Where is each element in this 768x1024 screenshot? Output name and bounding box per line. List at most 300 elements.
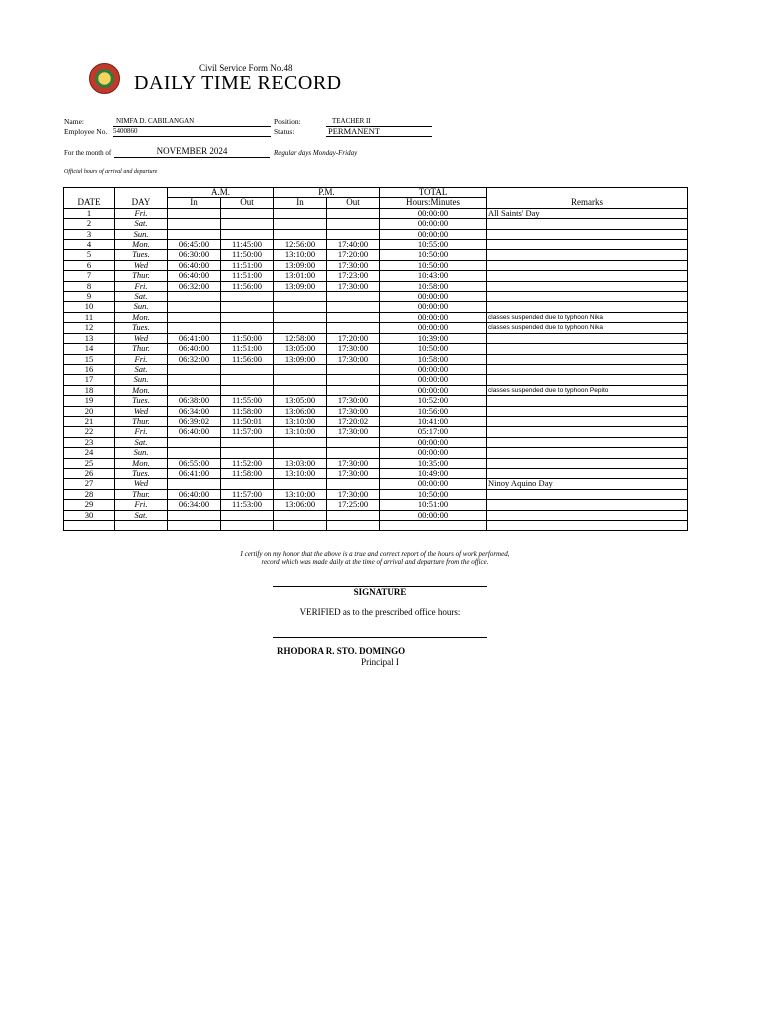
pm-in-cell	[274, 208, 327, 218]
am-out-cell	[221, 302, 274, 312]
group-blank-day	[115, 188, 168, 198]
table-row	[64, 354, 688, 364]
pm-in-cell	[274, 312, 327, 322]
day-cell: Fri.	[115, 427, 168, 437]
total-cell: 00:00:00	[380, 229, 487, 239]
pm-out-cell	[327, 521, 380, 531]
position-value: TEACHER II	[332, 117, 371, 125]
am-in-cell	[168, 510, 221, 520]
remarks-cell: classes suspended due to typhoon Nika	[487, 312, 688, 322]
col-pm-out: Out	[327, 198, 380, 208]
total-cell: 10:43:00	[380, 271, 487, 281]
pm-out-cell: 17:30:00	[327, 396, 380, 406]
am-out-cell: 11:55:00	[221, 396, 274, 406]
month-field	[114, 146, 270, 158]
am-in-cell	[168, 302, 221, 312]
table-row	[64, 416, 688, 426]
regular-days-note: Regular days Monday-Friday	[274, 149, 358, 157]
am-in-cell: 06:40:00	[168, 260, 221, 270]
am-out-cell: 11:58:00	[221, 406, 274, 416]
table-row	[64, 489, 688, 499]
remarks-cell	[487, 448, 688, 458]
day-cell: Tues.	[115, 396, 168, 406]
pm-out-cell: 17:40:00	[327, 240, 380, 250]
am-out-cell: 11:51:00	[221, 344, 274, 354]
date-cell: 2	[64, 219, 115, 229]
am-in-cell	[168, 323, 221, 333]
table-row	[64, 385, 688, 395]
date-cell: 30	[64, 510, 115, 520]
date-cell: 11	[64, 312, 115, 322]
official-hours-note: Official hours of arrival and departure	[64, 169, 158, 175]
date-cell: 17	[64, 375, 115, 385]
pm-out-cell: 17:30:00	[327, 354, 380, 364]
total-cell: 10:51:00	[380, 500, 487, 510]
am-in-cell: 06:38:00	[168, 396, 221, 406]
total-cell: 05:17:00	[380, 427, 487, 437]
table-row	[64, 479, 688, 489]
am-in-cell: 06:32:00	[168, 281, 221, 291]
total-cell: 10:35:00	[380, 458, 487, 468]
am-out-cell	[221, 375, 274, 385]
table-row	[64, 344, 688, 354]
day-cell: Mon.	[115, 385, 168, 395]
remarks-cell	[487, 489, 688, 499]
table-row	[64, 292, 688, 302]
page-title: DAILY TIME RECORD	[134, 72, 342, 94]
am-in-cell: 06:55:00	[168, 458, 221, 468]
pm-out-cell	[327, 208, 380, 218]
am-in-cell	[168, 219, 221, 229]
total-cell: 00:00:00	[380, 323, 487, 333]
pm-out-cell	[327, 323, 380, 333]
col-remarks: Remarks	[487, 198, 688, 208]
table-row	[64, 437, 688, 447]
date-cell: 28	[64, 489, 115, 499]
day-cell: Sat.	[115, 219, 168, 229]
remarks-cell	[487, 364, 688, 374]
date-cell: 22	[64, 427, 115, 437]
remarks-cell	[487, 292, 688, 302]
date-cell: 4	[64, 240, 115, 250]
am-out-cell: 11:53:00	[221, 500, 274, 510]
principal-title: Principal I	[361, 657, 399, 667]
date-cell: 6	[64, 260, 115, 270]
pm-in-cell: 13:09:00	[274, 281, 327, 291]
pm-in-cell: 13:10:00	[274, 489, 327, 499]
total-cell: 00:00:00	[380, 208, 487, 218]
pm-out-cell: 17:20:00	[327, 250, 380, 260]
remarks-cell	[487, 375, 688, 385]
col-hours: Hours:Minutes	[380, 198, 487, 208]
am-out-cell	[221, 437, 274, 447]
date-cell: 19	[64, 396, 115, 406]
pm-in-cell	[274, 479, 327, 489]
pm-in-cell	[274, 437, 327, 447]
am-in-cell	[168, 364, 221, 374]
day-cell: Thur.	[115, 416, 168, 426]
certification-text	[0, 550, 750, 566]
total-cell: 10:49:00	[380, 468, 487, 478]
pm-in-cell: 13:10:00	[274, 468, 327, 478]
remarks-cell	[487, 281, 688, 291]
col-am-in: In	[168, 198, 221, 208]
pm-in-cell: 13:09:00	[274, 354, 327, 364]
form-number: Civil Service Form No.48	[199, 63, 293, 73]
total-cell: 10:41:00	[380, 416, 487, 426]
status-label: Status:	[274, 127, 295, 136]
total-cell: 10:50:00	[380, 260, 487, 270]
day-cell: Tues.	[115, 250, 168, 260]
day-cell: Wed	[115, 333, 168, 343]
remarks-cell	[487, 521, 688, 531]
cert-line-2: record which was made daily at the time of arrival and departure from the office.	[261, 558, 489, 566]
day-cell: Sat.	[115, 364, 168, 374]
am-in-cell: 06:40:00	[168, 344, 221, 354]
signature-label: SIGNATURE	[353, 587, 407, 597]
total-cell: 00:00:00	[380, 302, 487, 312]
pm-out-cell	[327, 479, 380, 489]
am-in-cell: 06:40:00	[168, 427, 221, 437]
pm-in-cell: 12:58:00	[274, 333, 327, 343]
date-cell: 9	[64, 292, 115, 302]
am-out-cell: 11:56:00	[221, 281, 274, 291]
am-in-cell	[168, 448, 221, 458]
remarks-cell	[487, 500, 688, 510]
day-cell: Sun.	[115, 448, 168, 458]
am-out-cell	[221, 323, 274, 333]
pm-in-cell	[274, 219, 327, 229]
am-out-cell	[221, 479, 274, 489]
am-in-cell: 06:34:00	[168, 406, 221, 416]
pm-out-cell: 17:20:02	[327, 416, 380, 426]
remarks-cell	[487, 416, 688, 426]
am-out-cell: 11:50:01	[221, 416, 274, 426]
remarks-cell: All Saints' Day	[487, 208, 688, 218]
am-out-cell: 11:51:00	[221, 271, 274, 281]
remarks-cell: classes suspended due to typhoon Nika	[487, 323, 688, 333]
day-cell: Mon.	[115, 240, 168, 250]
table-row	[64, 458, 688, 468]
day-cell: Tues.	[115, 323, 168, 333]
table-row	[64, 406, 688, 416]
am-in-cell	[168, 479, 221, 489]
date-cell: 7	[64, 271, 115, 281]
pm-in-cell: 13:06:00	[274, 406, 327, 416]
total-cell: 10:50:00	[380, 489, 487, 499]
total-cell: 10:58:00	[380, 281, 487, 291]
pm-out-cell: 17:30:00	[327, 344, 380, 354]
day-cell: Tues.	[115, 468, 168, 478]
pm-in-cell	[274, 292, 327, 302]
pm-out-cell: 17:30:00	[327, 406, 380, 416]
total-cell: 00:00:00	[380, 510, 487, 520]
remarks-cell	[487, 344, 688, 354]
employee-value: 5400860	[113, 127, 138, 135]
remarks-cell	[487, 302, 688, 312]
pm-out-cell	[327, 302, 380, 312]
pm-out-cell: 17:25:00	[327, 500, 380, 510]
table-row	[64, 323, 688, 333]
pm-in-cell: 13:05:00	[274, 396, 327, 406]
remarks-cell	[487, 510, 688, 520]
pm-in-cell	[274, 364, 327, 374]
am-out-cell: 11:50:00	[221, 250, 274, 260]
day-cell: Sun.	[115, 229, 168, 239]
date-cell: 26	[64, 468, 115, 478]
remarks-cell	[487, 333, 688, 343]
am-out-cell: 11:52:00	[221, 458, 274, 468]
day-cell: Wed	[115, 479, 168, 489]
table-row	[64, 510, 688, 520]
pm-in-cell: 13:10:00	[274, 427, 327, 437]
am-in-cell: 06:34:00	[168, 500, 221, 510]
pm-in-cell	[274, 323, 327, 333]
date-cell: 21	[64, 416, 115, 426]
table-row	[64, 364, 688, 374]
col-pm-in: In	[274, 198, 327, 208]
pm-in-cell: 13:10:00	[274, 416, 327, 426]
pm-out-cell: 17:20:00	[327, 333, 380, 343]
pm-in-cell	[274, 229, 327, 239]
school-seal-icon	[89, 63, 120, 94]
principal-signature-line	[273, 637, 487, 638]
date-cell: 18	[64, 385, 115, 395]
group-pm: P.M.	[274, 188, 380, 198]
pm-in-cell: 13:06:00	[274, 500, 327, 510]
pm-out-cell: 17:30:00	[327, 489, 380, 499]
pm-in-cell	[274, 302, 327, 312]
table-row	[64, 427, 688, 437]
total-cell: 00:00:00	[380, 375, 487, 385]
pm-out-cell: 17:30:00	[327, 468, 380, 478]
group-blank-remarks	[487, 188, 688, 198]
total-cell: 00:00:00	[380, 479, 487, 489]
remarks-cell	[487, 250, 688, 260]
table-row	[64, 333, 688, 343]
am-out-cell	[221, 521, 274, 531]
table-row	[64, 302, 688, 312]
day-cell: Fri.	[115, 208, 168, 218]
am-in-cell: 06:39:02	[168, 416, 221, 426]
remarks-cell	[487, 396, 688, 406]
name-field	[113, 117, 271, 127]
am-in-cell	[168, 292, 221, 302]
total-cell: 00:00:00	[380, 312, 487, 322]
day-cell: Mon.	[115, 458, 168, 468]
am-out-cell: 11:57:00	[221, 427, 274, 437]
pm-out-cell	[327, 375, 380, 385]
am-in-cell	[168, 437, 221, 447]
date-cell: 20	[64, 406, 115, 416]
pm-out-cell	[327, 292, 380, 302]
pm-out-cell	[327, 312, 380, 322]
remarks-cell	[487, 260, 688, 270]
group-blank-date	[64, 188, 115, 198]
cert-line-1: I certify on my honor that the above is a true and correct report of the hours of work performed,	[240, 550, 510, 558]
pm-out-cell	[327, 437, 380, 447]
pm-in-cell: 13:01:00	[274, 271, 327, 281]
total-cell: 00:00:00	[380, 364, 487, 374]
remarks-cell	[487, 437, 688, 447]
date-cell: 24	[64, 448, 115, 458]
am-out-cell: 11:57:00	[221, 489, 274, 499]
total-cell: 00:00:00	[380, 448, 487, 458]
table-row	[64, 468, 688, 478]
pm-in-cell	[274, 521, 327, 531]
total-cell: 10:39:00	[380, 333, 487, 343]
am-in-cell: 06:30:00	[168, 250, 221, 260]
remarks-cell	[487, 458, 688, 468]
date-cell: 27	[64, 479, 115, 489]
pm-in-cell: 13:10:00	[274, 250, 327, 260]
pm-out-cell	[327, 448, 380, 458]
status-value: PERMANENT	[328, 126, 380, 136]
date-cell: 5	[64, 250, 115, 260]
am-in-cell: 06:41:00	[168, 333, 221, 343]
am-in-cell	[168, 312, 221, 322]
col-am-out: Out	[221, 198, 274, 208]
am-out-cell: 11:51:00	[221, 260, 274, 270]
am-out-cell	[221, 292, 274, 302]
table-group-header	[64, 188, 688, 198]
date-cell: 8	[64, 281, 115, 291]
total-cell: 10:52:00	[380, 396, 487, 406]
table-row	[64, 208, 688, 218]
day-cell: Fri.	[115, 500, 168, 510]
pm-out-cell	[327, 229, 380, 239]
date-cell: 25	[64, 458, 115, 468]
total-cell	[380, 521, 487, 531]
table-row	[64, 250, 688, 260]
am-out-cell: 11:58:00	[221, 468, 274, 478]
date-cell: 12	[64, 323, 115, 333]
total-cell: 10:50:00	[380, 344, 487, 354]
total-cell: 10:56:00	[380, 406, 487, 416]
remarks-cell	[487, 468, 688, 478]
am-in-cell	[168, 521, 221, 531]
table-column-header	[64, 198, 688, 208]
status-field	[326, 126, 432, 137]
pm-out-cell	[327, 385, 380, 395]
date-cell: 14	[64, 344, 115, 354]
day-cell: Fri.	[115, 281, 168, 291]
day-cell: Sat.	[115, 510, 168, 520]
pm-out-cell	[327, 510, 380, 520]
date-cell: 23	[64, 437, 115, 447]
name-label: Name:	[64, 117, 84, 126]
date-cell: 13	[64, 333, 115, 343]
day-cell: Fri.	[115, 354, 168, 364]
month-value: NOVEMBER 2024	[156, 146, 228, 156]
day-cell: Thur.	[115, 489, 168, 499]
table-row	[64, 396, 688, 406]
total-cell: 10:50:00	[380, 250, 487, 260]
table-row	[64, 312, 688, 322]
pm-out-cell: 17:30:00	[327, 260, 380, 270]
am-out-cell	[221, 364, 274, 374]
table-row	[64, 240, 688, 250]
am-in-cell: 06:32:00	[168, 354, 221, 364]
col-date: DATE	[64, 198, 115, 208]
pm-out-cell: 17:23:00	[327, 271, 380, 281]
table-row	[64, 521, 688, 531]
principal-name: RHODORA R. STO. DOMINGO	[277, 646, 406, 656]
day-cell: Wed	[115, 260, 168, 270]
table-row	[64, 375, 688, 385]
am-in-cell	[168, 375, 221, 385]
pm-in-cell	[274, 510, 327, 520]
day-cell: Sun.	[115, 375, 168, 385]
pm-in-cell	[274, 385, 327, 395]
position-label: Position:	[274, 117, 301, 126]
total-cell: 10:58:00	[380, 354, 487, 364]
pm-out-cell	[327, 219, 380, 229]
am-in-cell: 06:40:00	[168, 271, 221, 281]
table-row	[64, 271, 688, 281]
remarks-cell	[487, 219, 688, 229]
am-in-cell	[168, 208, 221, 218]
am-out-cell	[221, 219, 274, 229]
employee-label: Employee No.	[64, 127, 108, 136]
remarks-cell: classes suspended due to typhoon Pepito	[487, 385, 688, 395]
pm-in-cell	[274, 448, 327, 458]
pm-in-cell: 13:03:00	[274, 458, 327, 468]
pm-in-cell	[274, 375, 327, 385]
am-in-cell: 06:40:00	[168, 489, 221, 499]
verified-text: VERIFIED as to the prescribed office hours:	[299, 607, 461, 617]
day-cell: Thur.	[115, 271, 168, 281]
total-cell: 00:00:00	[380, 219, 487, 229]
remarks-cell: Ninoy Aquino Day	[487, 479, 688, 489]
am-out-cell: 11:50:00	[221, 333, 274, 343]
total-cell: 00:00:00	[380, 385, 487, 395]
pm-in-cell: 13:05:00	[274, 344, 327, 354]
am-in-cell: 06:45:00	[168, 240, 221, 250]
day-cell: Mon.	[115, 312, 168, 322]
col-day: DAY	[115, 198, 168, 208]
am-in-cell	[168, 229, 221, 239]
am-out-cell: 11:56:00	[221, 354, 274, 364]
date-cell: 1	[64, 208, 115, 218]
group-am: A.M.	[168, 188, 274, 198]
remarks-cell	[487, 229, 688, 239]
table-row	[64, 500, 688, 510]
table-row	[64, 219, 688, 229]
total-cell: 00:00:00	[380, 437, 487, 447]
remarks-cell	[487, 271, 688, 281]
pm-out-cell: 17:30:00	[327, 427, 380, 437]
day-cell: Sat.	[115, 437, 168, 447]
remarks-cell	[487, 240, 688, 250]
am-out-cell	[221, 448, 274, 458]
day-cell: Thur.	[115, 344, 168, 354]
date-cell: 3	[64, 229, 115, 239]
pm-out-cell: 17:30:00	[327, 281, 380, 291]
am-out-cell	[221, 208, 274, 218]
pm-in-cell: 13:09:00	[274, 260, 327, 270]
total-cell: 00:00:00	[380, 292, 487, 302]
am-out-cell: 11:45:00	[221, 240, 274, 250]
employee-field	[113, 127, 271, 137]
time-record-table	[63, 187, 688, 531]
day-cell: Sun.	[115, 302, 168, 312]
pm-in-cell: 12:56:00	[274, 240, 327, 250]
day-cell: Wed	[115, 406, 168, 416]
am-out-cell	[221, 312, 274, 322]
table-row	[64, 260, 688, 270]
month-label: For the month of	[64, 149, 112, 157]
